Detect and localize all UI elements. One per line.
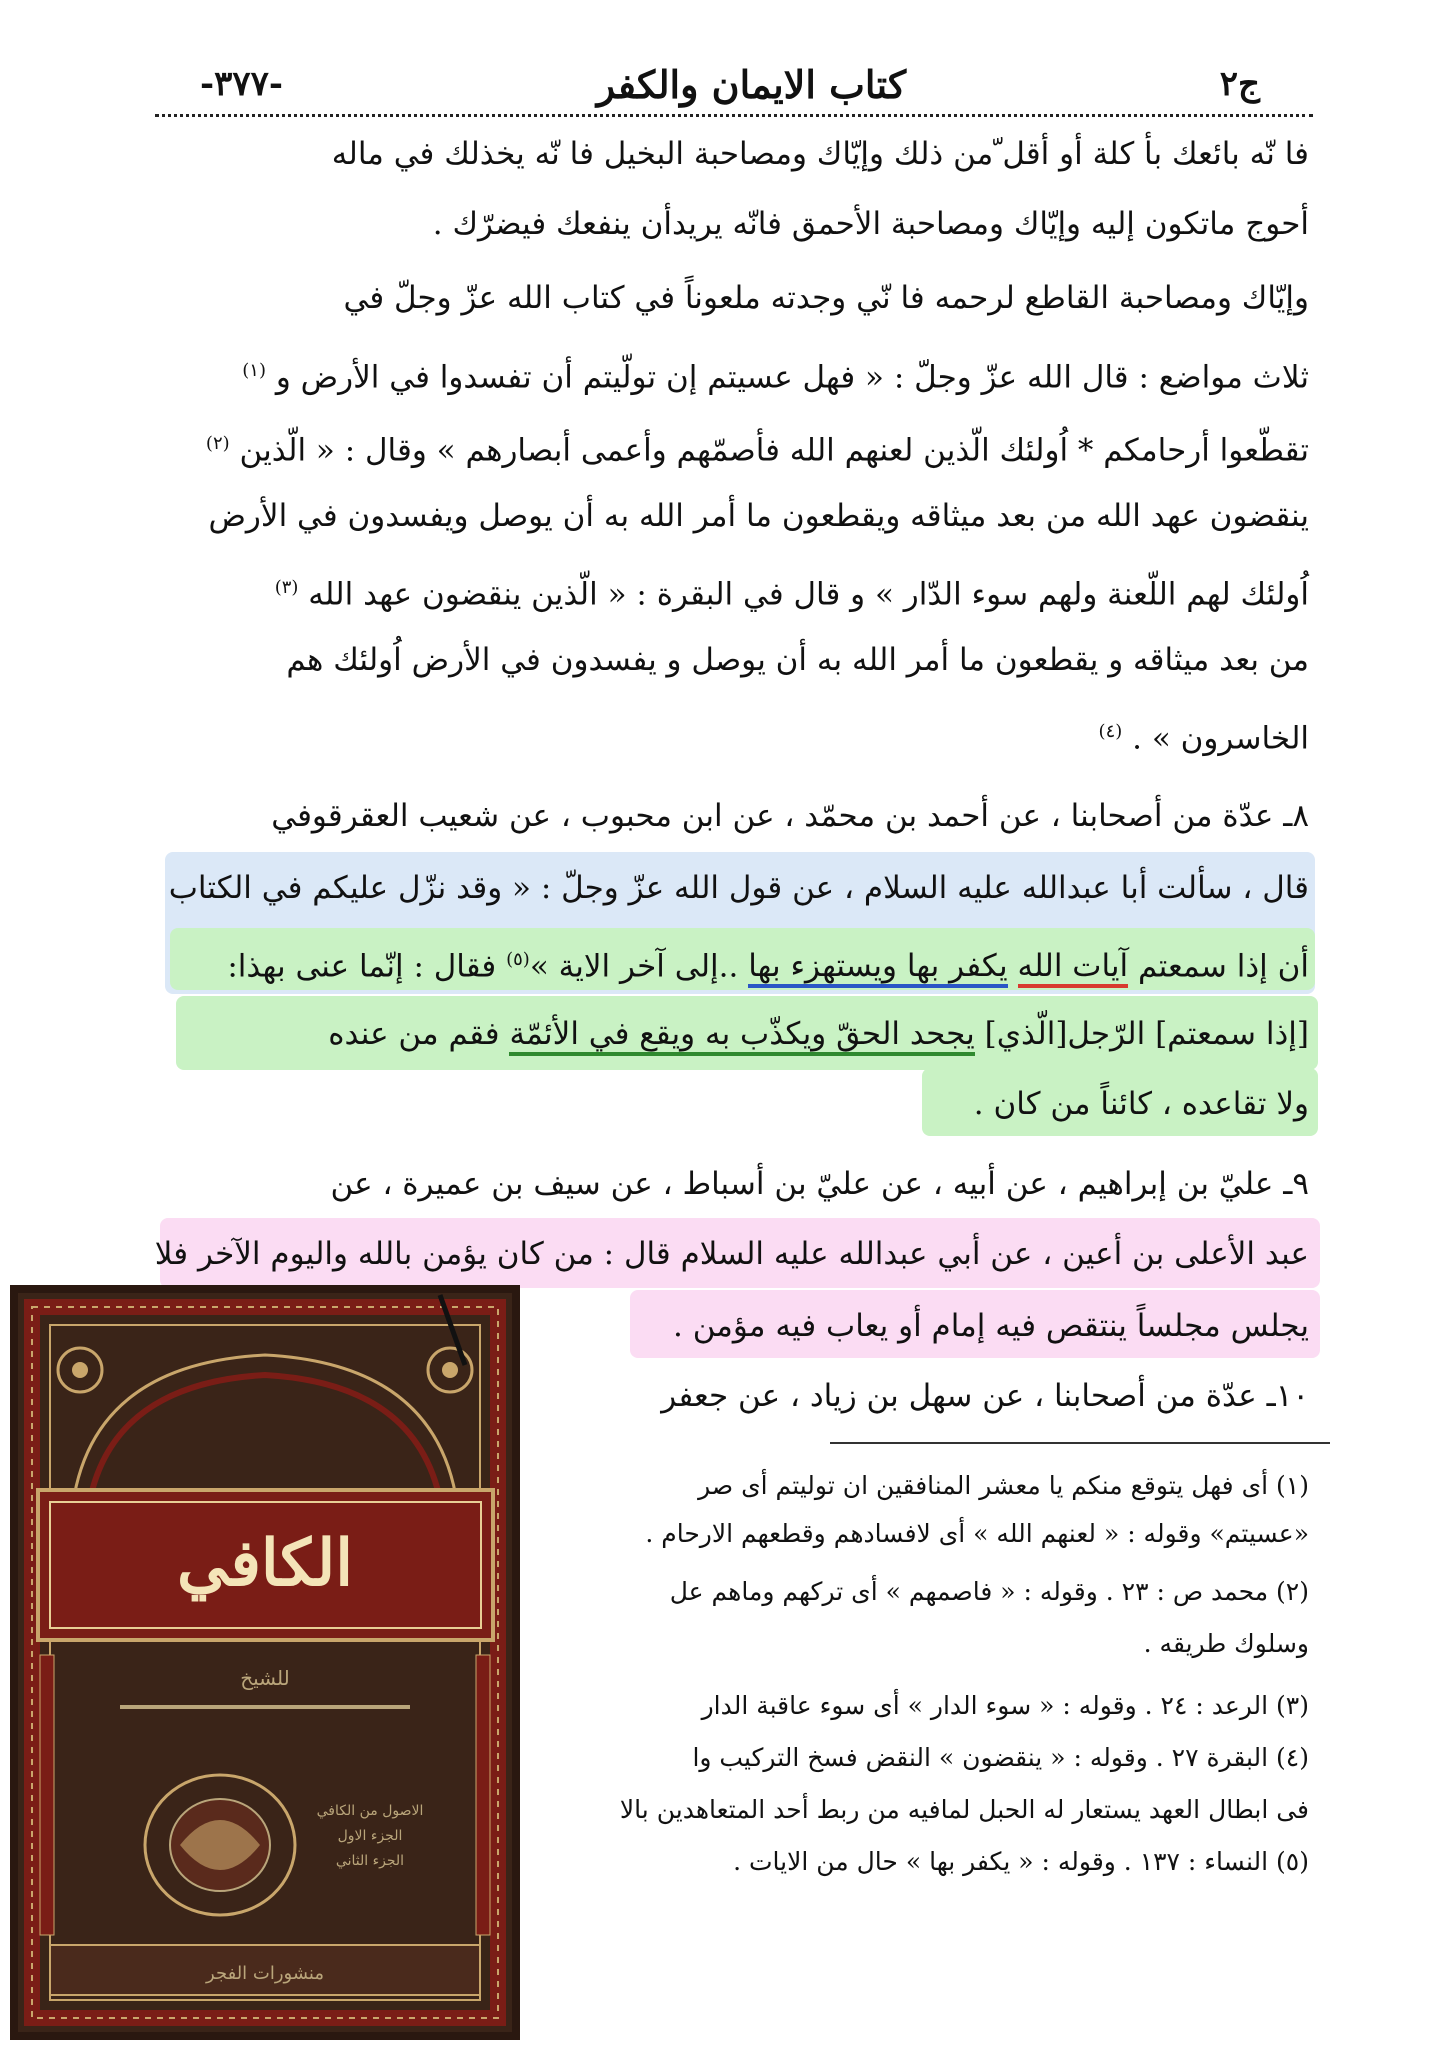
footnote-2: (٢) محمد ص : ٢٣ . وقوله : « فاصمهم » أى تركهم وماهم عل bbox=[669, 1577, 1309, 1606]
footnote-ref-1: (١) bbox=[242, 360, 266, 381]
hadith-8-line-3: [إذا سمعتم] الرّجل[الّذي] يجحد الحقّ ويكذّب به ويقع في الأئمّة فقم من عنده bbox=[328, 1008, 1309, 1060]
footnote-ref-2: (٢) bbox=[205, 433, 230, 454]
cover-author-label: للشيخ bbox=[240, 1666, 290, 1690]
cover-volume-line-3: الجزء الثاني bbox=[335, 1853, 405, 1869]
footnote-4-cont: فى ابطال العهد يستعار له الحبل لمافيه من ربط أحد المتعاهدين بالا bbox=[619, 1795, 1309, 1824]
hadith-8-isnad: ٨ـ عدّة من أصحابنا ، عن أحمد بن محمّد ، عن ابن محبوب ، عن شعيب العقرقوفي bbox=[271, 798, 1309, 834]
volume-number: ج٢ bbox=[1219, 64, 1260, 104]
body-line-3: وإيّاك ومصاحبة القاطع لرحمه فا نّي وجدته ملعوناً في كتاب الله عزّ وجلّ في bbox=[343, 280, 1309, 316]
footnote-4: (٤) البقرة ٢٧ . وقوله : « ينقضون » النقض فسخ التركيب وا bbox=[692, 1743, 1309, 1772]
body-line-7: اُولئك لهم اللّعنة ولهم سوء الدّار » و قال في البقرة : « الّذين ينقضون عهد الله $^{(٣)}$ bbox=[274, 576, 1309, 613]
hadith-8-line-4: ولا تقاعده ، كائناً من كان . bbox=[973, 1086, 1309, 1122]
page-header bbox=[200, 52, 1260, 116]
body-line-8: من بعد ميثاقه و يقطعون ما أمر الله به أن يوصل و يفسدون في الأرض اُولئك هم bbox=[286, 642, 1309, 678]
body-line-6: ينقضون عهد الله من بعد ميثاقه ويقطعون ما أمر الله به أن يوصل ويفسدون في الأرض bbox=[208, 498, 1309, 534]
cover-title: الكافي bbox=[176, 1526, 354, 1601]
hadith-8-line-2: أن إذا سمعتم آيات الله يكفر بها ويستهزء بها ..إلى آخر الاية »$^{(٥)}$ فقال : إنّما عنى بهذا: bbox=[227, 934, 1309, 986]
hadith-9-line-3: يجلس مجلساً ينتقص فيه إمام أو يعاب فيه مؤمن . bbox=[673, 1308, 1309, 1344]
footnote-ref-4: (٤) bbox=[1098, 721, 1123, 742]
underline-green-phrase: يجحد الحقّ ويكذّب به ويقع في الأئمّة bbox=[509, 1016, 974, 1056]
hadith-8-line-1: قال ، سألت أبا عبدالله عليه السلام ، عن قول الله عزّ وجلّ : « وقد نزّل عليكم في الكتاب bbox=[168, 870, 1309, 906]
hadith-10-line-1: ١٠ـ عدّة من أصحابنا ، عن سهل بن زياد ، عن جعفر bbox=[661, 1378, 1309, 1414]
footnote-ref-5: (٥) bbox=[506, 949, 530, 970]
page-number: -٣٧٧- bbox=[200, 64, 284, 104]
footnote-3: (٣) الرعد : ٢٤ . وقوله : « سوء الدار » أى سوء عاقبة الدار bbox=[701, 1691, 1309, 1720]
footnote-ref-3: (٣) bbox=[274, 577, 299, 598]
footnote-1-cont: «عسيتم» وقوله : « لعنهم الله » أى لافسادهم وقطعهم الارحام . bbox=[645, 1519, 1309, 1548]
underline-red-phrase: آيات الله bbox=[1018, 948, 1129, 988]
book-cover-graphic bbox=[10, 1285, 520, 2040]
hadith-9-line-1: ٩ـ عليّ بن إبراهيم ، عن أبيه ، عن عليّ بن أسباط ، عن سيف بن عميرة ، عن bbox=[330, 1166, 1309, 1202]
body-line-5: تقطّعوا أرحامكم * اُولئك الّذين لعنهم الله فأصمّهم وأعمى أبصارهم » وقال : « الّذين $^{(٢)}$ bbox=[205, 432, 1309, 469]
cover-volume-line-1: الاصول من الكافي bbox=[316, 1803, 424, 1819]
footnote-divider bbox=[830, 1442, 1330, 1444]
book-title: كتاب الايمان والكفر bbox=[596, 61, 907, 107]
book-cover-image bbox=[10, 1285, 520, 2040]
footnote-5: (٥) النساء : ١٣٧ . وقوله : « يكفر بها » حال من الايات . bbox=[733, 1847, 1309, 1876]
hadith-9-line-2: عبد الأعلى بن أعين ، عن أبي عبدالله عليه السلام قال : من كان يؤمن بالله واليوم الآخر فلا bbox=[154, 1236, 1309, 1272]
header-divider bbox=[155, 114, 1313, 117]
body-line-2: أحوج ماتكون إليه وإيّاك ومصاحبة الأحمق فانّه يريدأن ينفعك فيضرّك . bbox=[432, 206, 1309, 242]
footnote-2-cont: وسلوك طريقه . bbox=[1143, 1629, 1309, 1658]
cover-volume-line-2: الجزء الاول bbox=[337, 1828, 403, 1844]
body-line-9: الخاسرون » . $^{(٤)}$ bbox=[1098, 720, 1309, 757]
cover-publisher: منشورات الفجر bbox=[206, 1963, 324, 1984]
underline-blue-phrase: يكفر بها ويستهزء بها bbox=[748, 948, 1007, 988]
body-line-1: فا نّه بائعك بأ كلة أو أقل ّمن ذلك وإيّاك ومصاحبة البخيل فا نّه يخذلك في ماله bbox=[331, 136, 1309, 172]
footnote-1: (١) أى فهل يتوقع منكم يا معشر المنافقين ان توليتم أى صر bbox=[698, 1471, 1309, 1500]
body-line-4: ثلاث مواضع : قال الله عزّ وجلّ : « فهل عسيتم إن تولّيتم أن تفسدوا في الأرض و $^{(١)}$ bbox=[242, 359, 1309, 396]
